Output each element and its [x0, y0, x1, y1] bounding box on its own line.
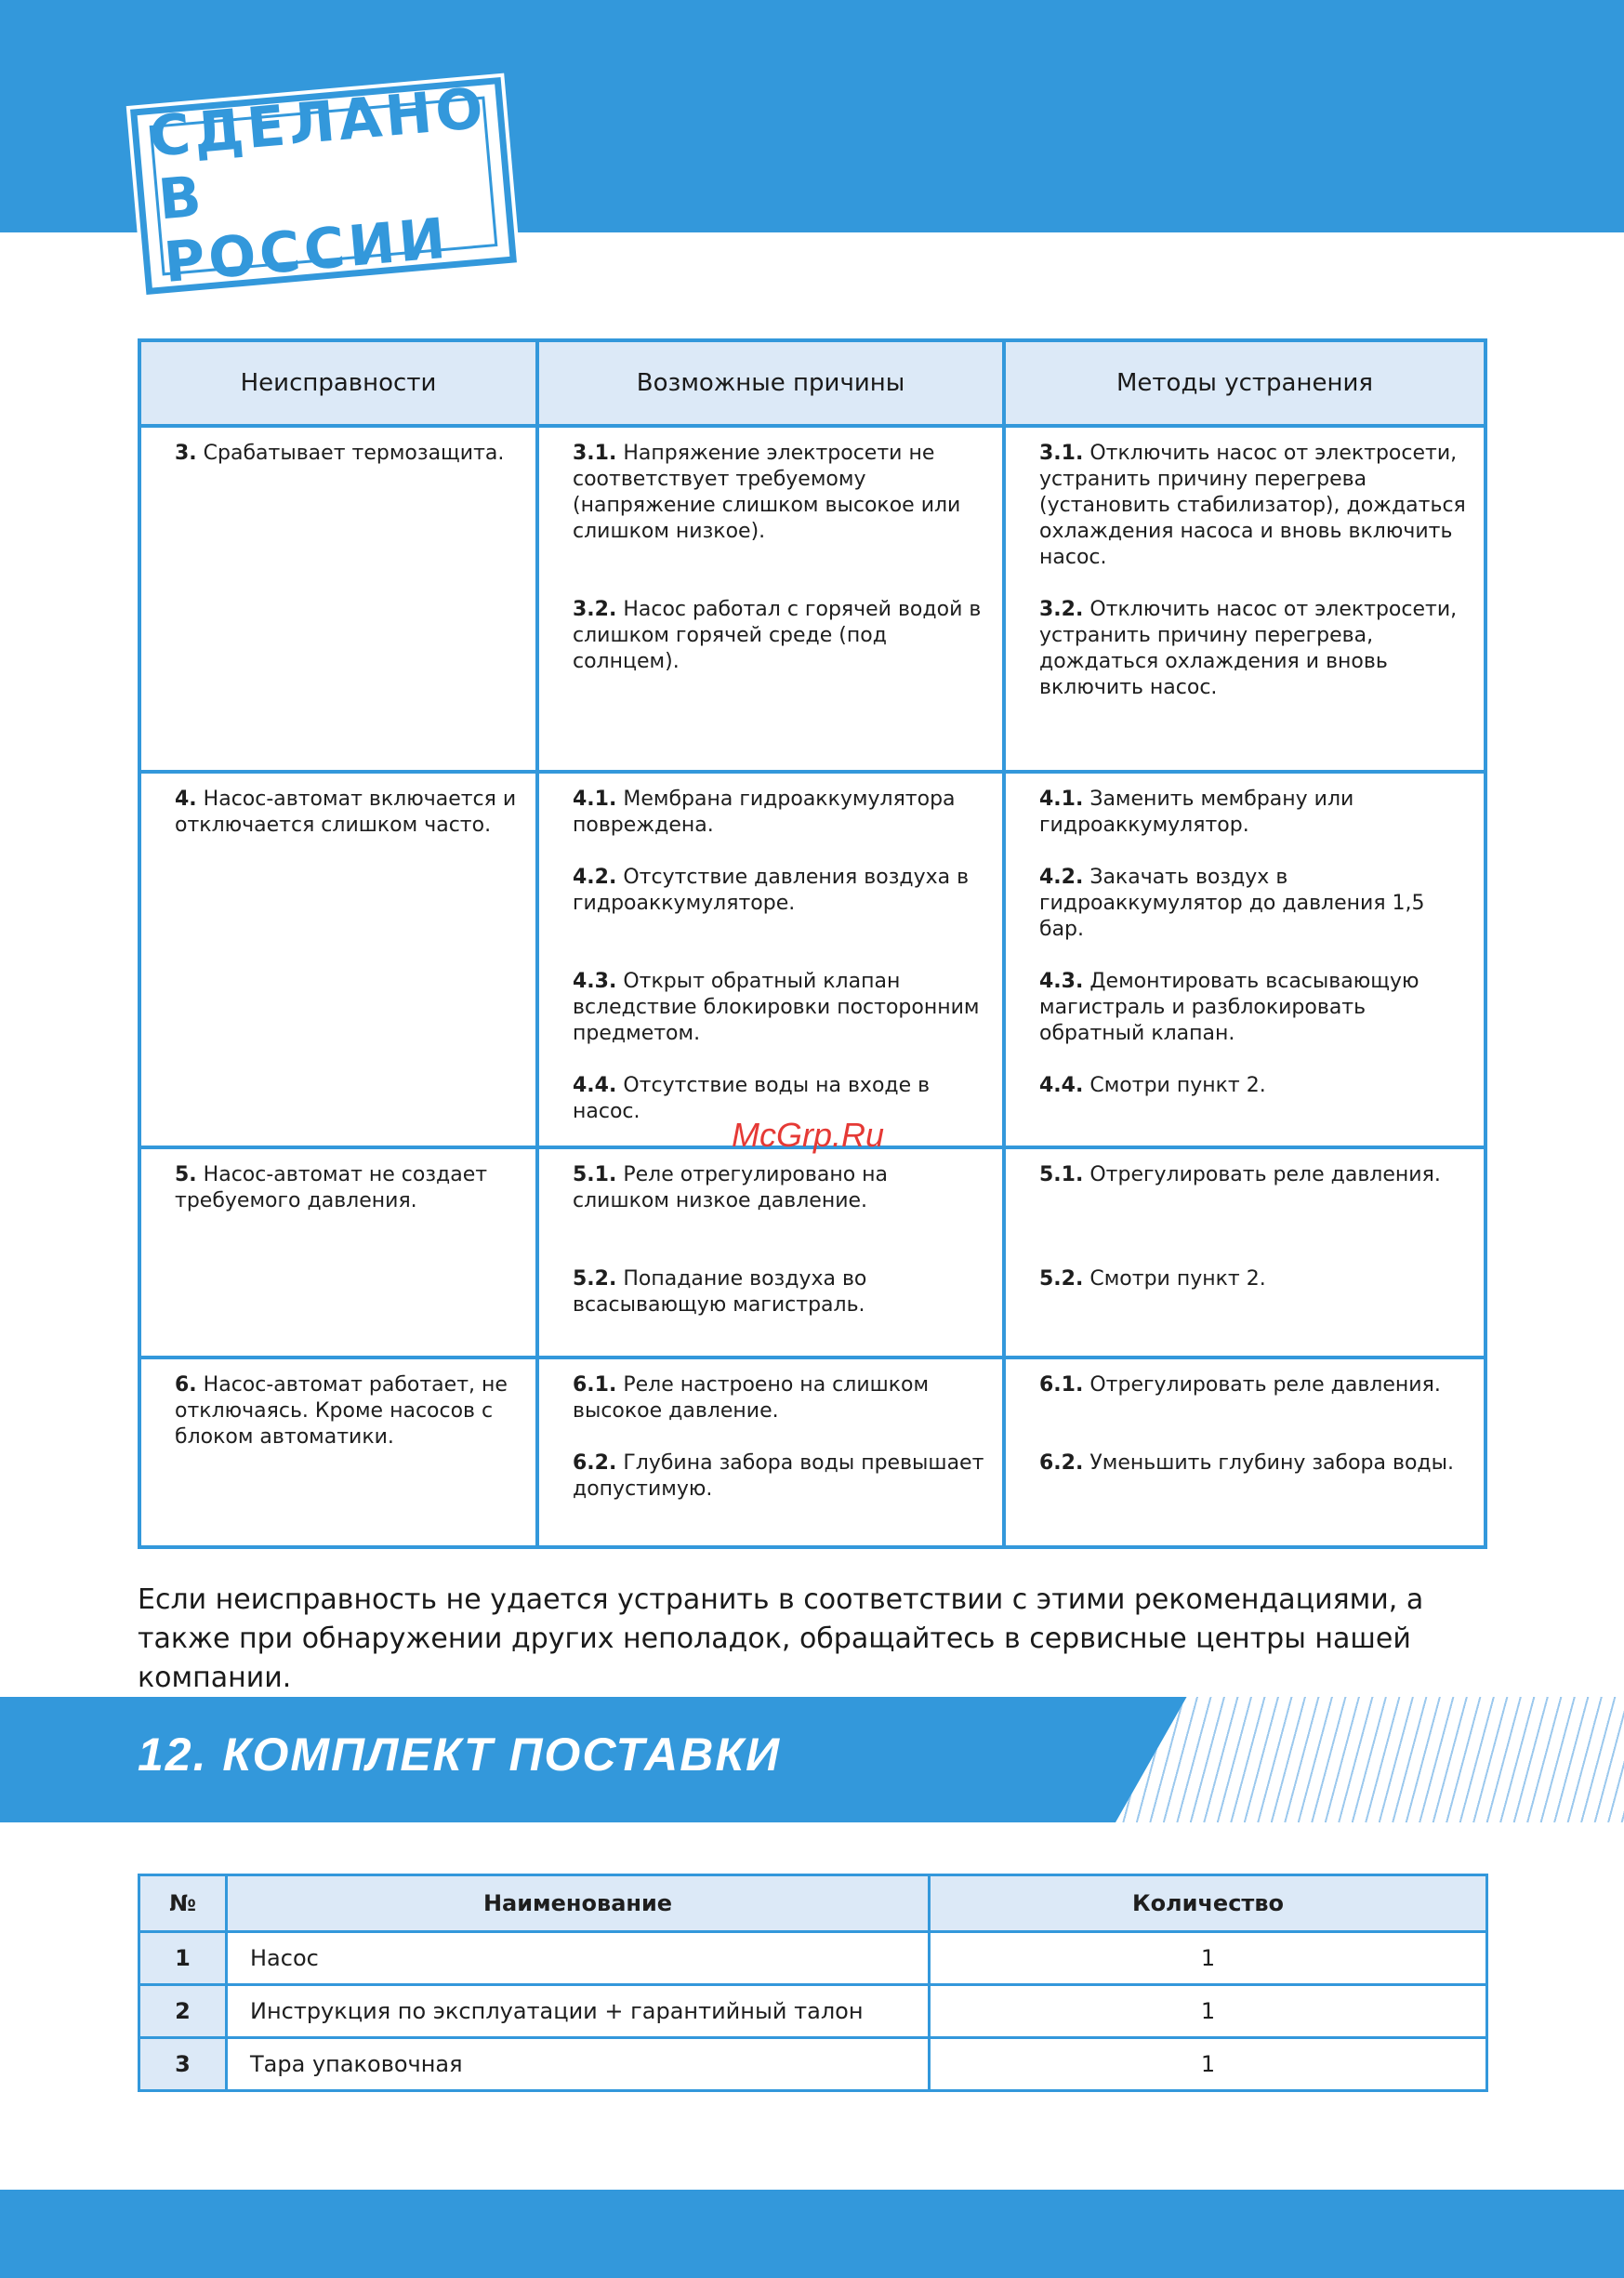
causes-cell [537, 1147, 1004, 1358]
fault-text: Насос-автомат не создает требуемого давления. [175, 1163, 488, 1212]
stamp-line-2: В РОССИИ [155, 164, 452, 297]
cause-text: Реле настроено на слишком высокое давление. [573, 1373, 930, 1423]
causes-cell [537, 1358, 1004, 1547]
item-name: Тара упаковочная [227, 2038, 930, 2091]
row-number: 3 [139, 2038, 227, 2091]
cause-number: 6.2. [573, 1451, 617, 1475]
row-number: 1 [139, 1932, 227, 1985]
cause-item [573, 441, 987, 545]
cause-number: 4.4. [573, 1074, 617, 1097]
fault-number: 3. [175, 442, 197, 465]
made-in-russia-stamp [130, 77, 517, 295]
cause-item [573, 969, 987, 1047]
item-name: Инструкция по эксплуатации + гарантийный талон [227, 1985, 930, 2038]
fix-number: 3.2. [1039, 598, 1084, 621]
cause-item [573, 1162, 987, 1214]
cause-number: 5.1. [573, 1163, 617, 1186]
fix-item [1039, 1450, 1469, 1477]
fault-cell [139, 1147, 537, 1358]
fixes-cell [1004, 1358, 1485, 1547]
cause-number: 3.2. [573, 598, 617, 621]
fixes-cell [1004, 1147, 1485, 1358]
cause-text: Попадание воздуха во всасывающую магистраль. [573, 1267, 867, 1317]
item-quantity: 1 [930, 1932, 1487, 1985]
fix-number: 4.3. [1039, 970, 1084, 993]
table-row [139, 1985, 1487, 2038]
cause-text: Напряжение электросети не соответствует требуемому (напряжение слишком высокое или слишком низкое). [573, 442, 961, 543]
cause-number: 3.1. [573, 442, 617, 465]
cause-item [573, 1450, 987, 1503]
bottom-banner [0, 2190, 1624, 2278]
fix-number: 4.1. [1039, 788, 1084, 811]
fault-text: Насос-автомат работает, не отключаясь. Кроме насосов с блоком автоматики. [175, 1373, 508, 1449]
service-note: Если неисправность не удается устранить в соответствии с этими рекомендациями, а также при обнаружении других неполадок, обращайтесь в сервисные центры нашей компании. [138, 1583, 1424, 1694]
header-quantity: Количество [930, 1875, 1487, 1932]
fault-number: 5. [175, 1163, 197, 1186]
table-row [139, 2038, 1487, 2091]
header-number: № [139, 1875, 227, 1932]
fix-item [1039, 787, 1469, 839]
table-row [139, 1147, 1485, 1358]
table-row [139, 772, 1485, 1147]
fix-number: 6.2. [1039, 1451, 1084, 1475]
table-row [139, 1932, 1487, 1985]
fix-number: 6.1. [1039, 1373, 1084, 1397]
kit-header-row [139, 1875, 1487, 1932]
cause-item [573, 787, 987, 839]
fix-text: Уменьшить глубину забора воды. [1089, 1451, 1454, 1475]
fix-number: 4.4. [1039, 1074, 1084, 1097]
header-name: Наименование [227, 1875, 930, 1932]
fault-cell [139, 1358, 537, 1547]
item-quantity: 1 [930, 2038, 1487, 2091]
cause-number: 4.1. [573, 788, 617, 811]
cause-text: Мембрана гидроаккумулятора повреждена. [573, 788, 956, 837]
cause-number: 4.2. [573, 866, 617, 889]
cause-text: Открыт обратный клапан вследствие блокировки посторонним предметом. [573, 970, 980, 1045]
fixes-cell [1004, 772, 1485, 1147]
row-number: 2 [139, 1985, 227, 2038]
fix-number: 5.1. [1039, 1163, 1084, 1186]
cause-item [573, 1372, 987, 1424]
cause-item [573, 865, 987, 917]
fix-number: 5.2. [1039, 1267, 1084, 1291]
fix-text: Закачать воздух в гидроаккумулятор до давления 1,5 бар. [1039, 866, 1425, 941]
fix-text: Демонтировать всасывающую магистраль и разблокировать обратный клапан. [1039, 970, 1419, 1045]
cause-text: Насос работал с горячей водой в слишком горячей среде (под солнцем). [573, 598, 982, 673]
fix-item [1039, 1266, 1469, 1292]
fix-text: Отрегулировать реле давления. [1089, 1373, 1441, 1397]
fix-item [1039, 1372, 1469, 1398]
fault-cell [139, 772, 537, 1147]
item-name: Насос [227, 1932, 930, 1985]
cause-number: 5.2. [573, 1267, 617, 1291]
troubleshooting-table [138, 338, 1487, 1549]
fix-text: Отключить насос от электросети, устранить причину перегрева (установить стабилизатор), дождаться охлаждения насоса и вновь включить насос. [1039, 442, 1466, 569]
cause-text: Отсутствие воды на входе в насос. [573, 1074, 931, 1123]
watermark: McGrp.Ru [732, 1116, 885, 1154]
fix-item [1039, 969, 1469, 1047]
fault-number: 6. [175, 1373, 197, 1397]
fix-number: 3.1. [1039, 442, 1084, 465]
cause-item [573, 597, 987, 675]
cause-item [573, 1266, 987, 1318]
fixes-cell [1004, 426, 1485, 772]
header-faults: Неисправности [139, 340, 537, 426]
item-quantity: 1 [930, 1985, 1487, 2038]
fix-text: Отключить насос от электросети, устранить причину перегрева, дождаться охлаждения и вновь включить насос. [1039, 598, 1458, 699]
fix-text: Смотри пункт 2. [1089, 1267, 1266, 1291]
fault-number: 4. [175, 788, 197, 811]
delivery-kit-table [138, 1874, 1488, 2092]
cause-number: 4.3. [573, 970, 617, 993]
fault-text: Насос-автомат включается и отключается слишком часто. [175, 788, 517, 837]
fix-text: Смотри пункт 2. [1089, 1074, 1266, 1097]
header-fixes: Методы устранения [1004, 340, 1485, 426]
fix-item [1039, 1073, 1469, 1099]
table-row [139, 426, 1485, 772]
fix-item [1039, 865, 1469, 943]
stripe-decoration [1116, 1697, 1624, 1822]
cause-number: 6.1. [573, 1373, 617, 1397]
fix-item [1039, 441, 1469, 571]
header-causes: Возможные причины [537, 340, 1004, 426]
stamp-frame [146, 75, 498, 297]
fault-cell [139, 426, 537, 772]
fix-item [1039, 597, 1469, 701]
causes-cell [537, 772, 1004, 1147]
section-title: 12. КОМПЛЕКТ ПОСТАВКИ [138, 1728, 782, 1781]
table-row [139, 1358, 1485, 1547]
cause-text: Отсутствие давления воздуха в гидроаккумуляторе. [573, 866, 970, 915]
fix-item [1039, 1162, 1469, 1188]
fix-text: Отрегулировать реле давления. [1089, 1163, 1441, 1186]
fix-text: Заменить мембрану или гидроаккумулятор. [1039, 788, 1354, 837]
stamp-line-1: СДЕЛАНО [146, 75, 490, 170]
fault-text: Срабатывает термозащита. [203, 442, 505, 465]
cause-text: Глубина забора воды превышает допустимую. [573, 1451, 984, 1501]
cause-text: Реле отрегулировано на слишком низкое давление. [573, 1163, 889, 1212]
causes-cell [537, 426, 1004, 772]
fix-number: 4.2. [1039, 866, 1084, 889]
table-header-row [139, 340, 1485, 426]
